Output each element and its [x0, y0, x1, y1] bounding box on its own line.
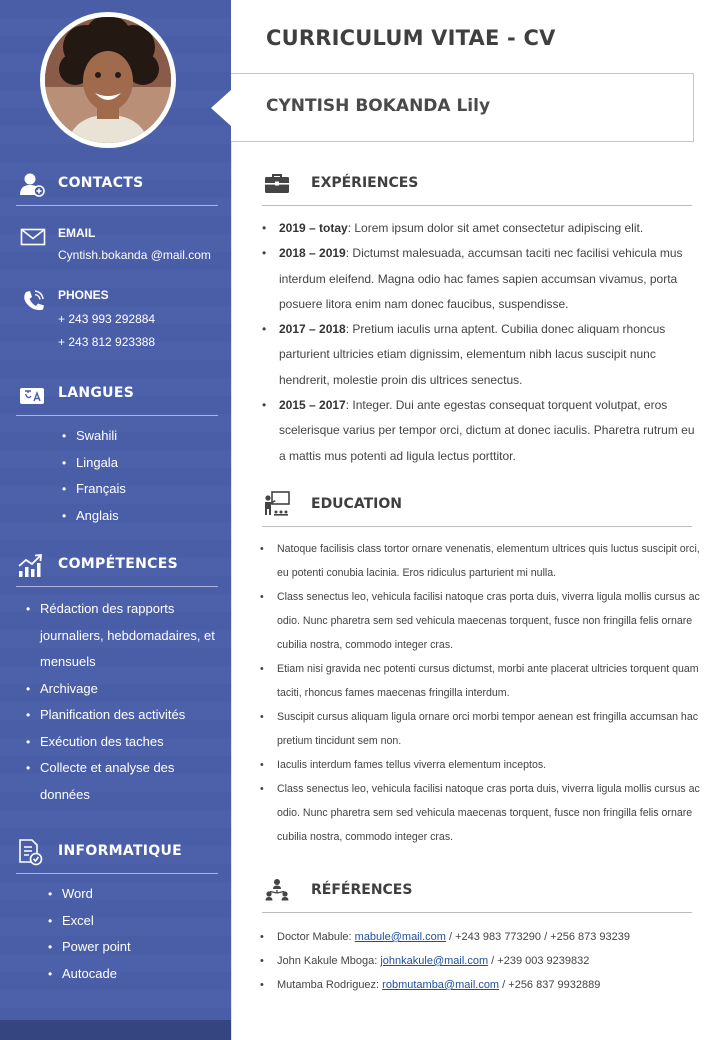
email-label: EMAIL: [58, 226, 96, 240]
experience-period: 2018 – 2019: [279, 246, 346, 261]
candidate-name: CYNTISH BOKANDA Lily: [266, 96, 491, 116]
list-item: • Rédaction des rapports journaliers, hebdomadaires, et mensuels: [26, 596, 222, 676]
experiences-title: EXPÉRIENCES: [311, 175, 419, 191]
experience-text: : Pretium iaculis urna aptent. Cubilia donec aliquam rhoncus parturient ultricies etiam dignissim, elementum nibh lacus suscipit nunc hendrerit, molestie proin dis ultrices senectus.: [279, 322, 666, 387]
references-list: [260, 925, 712, 997]
list-item: [260, 973, 712, 997]
list-item: • Français: [62, 476, 126, 503]
list-item: • Archivage: [26, 676, 222, 703]
phone-1[interactable]: + 243 993 292884: [58, 312, 156, 326]
education-list: [260, 537, 712, 849]
list-item: • Planification des activités: [26, 702, 222, 729]
list-item: [260, 925, 712, 949]
reference-name: Doctor Mabule:: [277, 931, 355, 943]
education-header: [262, 489, 692, 529]
reference-email-link[interactable]: robmutamba@mail.com: [382, 979, 500, 991]
experiences-list: [262, 216, 702, 469]
competences-title: COMPÉTENCES: [58, 556, 178, 572]
list-item: • Natoque facilisis class tortor ornare venenatis, elementum ultrices quis luctus suscipit orci, eu potenti conubia lacinia. Eros ridiculus parturient mi nulla.: [260, 537, 712, 585]
sidebar-footer: [0, 1020, 231, 1040]
page-title: CURRICULUM VITAE - CV: [266, 26, 556, 50]
reference-name: John Kakule Mboga:: [277, 955, 381, 967]
reference-email-link[interactable]: mabule@mail.com: [354, 931, 446, 943]
informatique-title: INFORMATIQUE: [58, 843, 183, 859]
informatique-section: [0, 834, 231, 870]
competences-section: [0, 547, 231, 583]
references-divider: [262, 912, 692, 913]
experiences-header: [262, 168, 692, 208]
contacts-divider: [16, 205, 218, 206]
list-item: • Iaculis interdum fames tellus viverra elementum inceptos.: [260, 753, 712, 777]
list-item: • Collecte et analyse des données: [26, 755, 222, 808]
list-item: • Anglais: [62, 503, 126, 530]
langues-header: [0, 376, 231, 412]
column-divider: [231, 142, 232, 1040]
experience-text: : Lorem ipsum dolor sit amet consectetur adipiscing elit.: [347, 221, 644, 235]
document-check-icon: [16, 838, 44, 866]
translate-icon: [18, 380, 46, 408]
profile-photo: [45, 17, 171, 143]
references-title: RÉFÉRENCES: [311, 882, 413, 898]
langues-title: LANGUES: [58, 385, 135, 401]
list-item: • Exécution des taches: [26, 729, 222, 756]
list-item: [262, 241, 702, 317]
langues-section: [0, 376, 231, 412]
list-item: [262, 393, 702, 469]
list-item: • Suscipit cursus aliquam ligula ornare orci morbi tempor aenean est fringilla accumsan hac pretium tincidunt sem non.: [260, 705, 712, 753]
informatique-divider: [16, 873, 218, 874]
experiences-divider: [262, 205, 692, 206]
experience-period: 2019 – totay: [279, 221, 348, 235]
reference-phones: / +239 003 9239832: [488, 955, 590, 967]
competences-list: [26, 596, 222, 808]
langues-divider: [16, 415, 218, 416]
network-people-icon: [262, 875, 292, 905]
experience-period: 2017 – 2018: [279, 322, 346, 337]
reference-email-link[interactable]: johnkakule@mail.com: [380, 955, 489, 967]
list-item: • Lingala: [62, 450, 126, 477]
teacher-board-icon: [262, 489, 292, 519]
references-header: [262, 875, 692, 915]
growth-chart-icon: [16, 551, 44, 579]
langues-list: [62, 423, 126, 529]
list-item: • Class senectus leo, vehicula facilisi natoque cras porta duis, viverra ligula mollis cursus ac odio. Nunc pharetra sem sed vehicula maecenas torquent, fusce non fringilla felis ornare cubilia nostra, commodo integer cras.: [260, 585, 712, 657]
reference-phones: / +243 983 773290 / +256 873 93239: [445, 931, 631, 943]
informatique-list: [48, 881, 131, 987]
list-item: • Word: [48, 881, 131, 908]
informatique-header: [0, 834, 231, 870]
contacts-title: CONTACTS: [58, 175, 144, 191]
envelope-icon: [20, 226, 46, 248]
competences-divider: [16, 586, 218, 587]
reference-name: Mutamba Rodriguez:: [277, 979, 383, 991]
profile-photo-frame: [40, 12, 176, 148]
briefcase-icon: [262, 168, 292, 198]
experience-text: : Integer. Dui ante egestas consequat torquent volutpat, eros scelerisque varius per tempor orci, dictum at donec iaculis. Pharetra rutrum eu a mattis mus potenti ad ligula lectus porttitor.: [279, 398, 695, 463]
list-item: • Etiam nisi gravida nec potenti cursus dictumst, morbi ante placerat ultricies torquent quam taciti, rhoncus fames maecenas fringilla interdum.: [260, 657, 712, 705]
list-item: [260, 949, 712, 973]
competences-header: [0, 547, 231, 583]
experience-text: : Dictumst malesuada, accumsan taciti nec facilisi vehicula mus interdum eleifend. Magna odio hac fames sapien accumsan vivamus, porta posuere litora enim nam donec faucibus, suspendisse.: [279, 246, 683, 311]
list-item: [262, 317, 702, 393]
sidebar: [0, 0, 231, 1040]
reference-phones: / +256 837 9932889: [499, 979, 601, 991]
list-item: • Autocade: [48, 961, 131, 988]
list-item: • Swahili: [62, 423, 126, 450]
list-item: • Class senectus leo, vehicula facilisi natoque cras porta duis, viverra ligula mollis cursus ac odio. Nunc pharetra sem sed vehicula maecenas torquent, fusce non fringilla felis ornare cubilia nostra, commodo integer cras.: [260, 777, 712, 849]
phones-label: PHONES: [58, 288, 109, 302]
list-item: • Power point: [48, 934, 131, 961]
list-item: [262, 216, 702, 241]
contacts-section: [0, 166, 231, 202]
education-divider: [262, 526, 692, 527]
phone-icon: [20, 288, 46, 310]
phone-2[interactable]: + 243 812 923388: [58, 335, 156, 349]
user-plus-icon: [18, 170, 46, 198]
name-box-pointer: [211, 90, 231, 126]
list-item: • Excel: [48, 908, 131, 935]
education-title: EDUCATION: [311, 496, 402, 512]
experience-period: 2015 – 2017: [279, 398, 346, 413]
contacts-header: [0, 166, 231, 202]
email-value[interactable]: Cyntish.bokanda @mail.com: [58, 248, 211, 262]
